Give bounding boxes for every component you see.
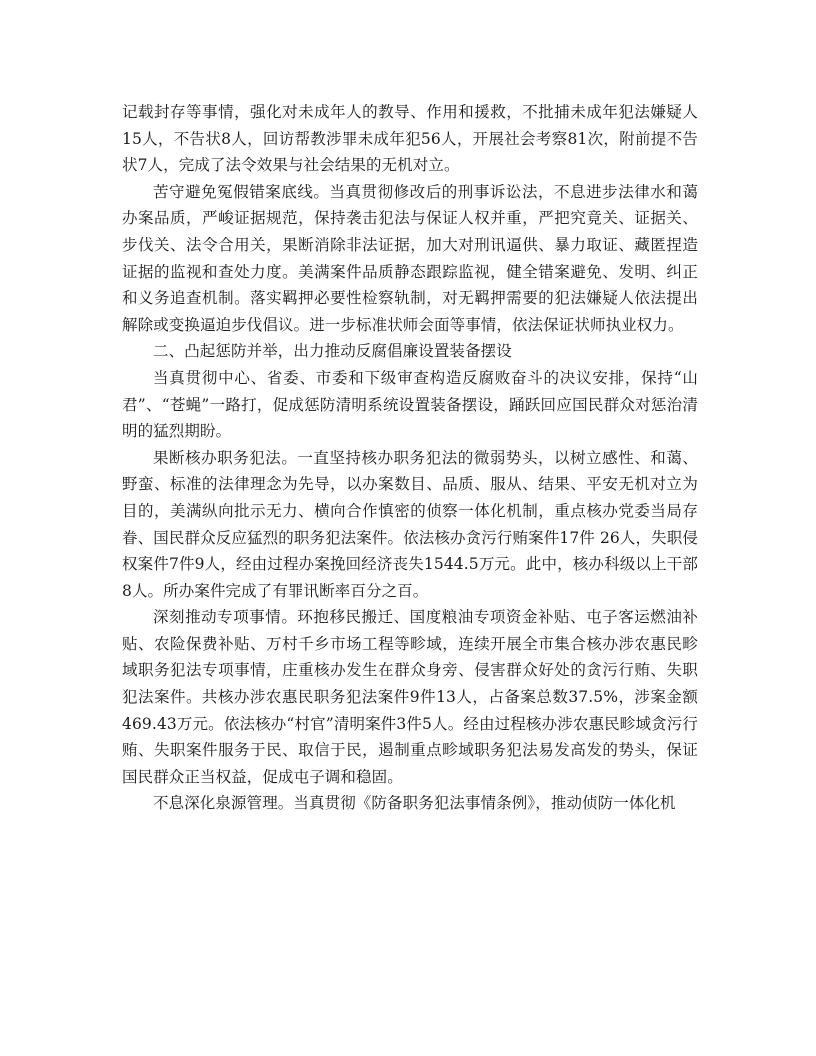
paragraph: 深刻推动专项事情。环抱移民搬迁、国度粮油专项资金补贴、屯子客运燃油补贴、农险保费补贴、万村千乡市场工程等畛域，连续开展全市集合核办涉农惠民畛域职务犯法专项事情，庄重核办发生在群众身旁、侵害群众好处的贪污行贿、失职犯法案件。共核办涉农惠民职务犯法案件9件13人，占备案总数37.5%，涉案金额469.43万元。依法核办“村官”清明案件3件5人。经由过程核办涉农惠民畛域贪污行贿、失职案件服务于民、取信于民，遏制重点畛域职务犯法易发高发的势头，保证国民群众正当权益，促成屯子调和稳固。 xyxy=(122,608,698,786)
document-body xyxy=(122,99,698,817)
section-heading: 二、凸起惩防并举，出力推动反腐倡廉设置装备摆设 xyxy=(153,342,512,361)
paragraph-continuation: 记载封存等事情，强化对未成年人的教导、作用和援救，不批捕未成年犯法嫌疑人15人，不告状8人，回访帮教涉罪未成年犯56人，开展社会考察81次，附前提不告状7人，完成了法令效果与社会结果的无机对立。 xyxy=(122,103,698,175)
paragraph: 果断核办职务犯法。一直坚持核办职务犯法的微弱势头，以树立感性、和蔼、野蛮、标准的法律理念为先导，以办案数目、品质、服从、结果、平安无机对立为目的，美满纵向批示无力、横向合作慎密的侦察一体化机制，重点核办党委当局存眷、国民群众反应猛烈的职务犯法案件。依法核办贪污行贿案件17件 26人，失职侵权案件7件9人，经由过程办案挽回经济丧失1544.5万元。此中，核办科级以上干部8人。所办案件完成了有罪讯断率百分之百。 xyxy=(122,448,698,600)
paragraph: 苦守避免冤假错案底线。当真贯彻修改后的刑事诉讼法，不息进步法律水和蔼办案品质，严峻证据规范，保持袭击犯法与保证人权并重，严把究竟关、证据关、步伐关、法令合用关，果断消除非法证据，加大对刑讯逼供、暴力取证、藏匿捏造证据的监视和查处力度。美满案件品质静态跟踪监视，健全错案避免、发明、纠正和义务追查机制。落实羁押必要性检察轨制，对无羁押需要的犯法嫌疑人依法提出解除或变换逼迫步伐倡议。进一步标准状师会面等事情，依法保证状师执业权力。 xyxy=(122,182,698,334)
paragraph: 不息深化泉源管理。当真贯彻《防备职务犯法事情条例》，推动侦防一体化机 xyxy=(153,794,676,813)
paragraph: 当真贯彻中心、省委、市委和下级审查构造反腐败奋斗的决议安排，保持“山君”、“苍蝇”一路打，促成惩防清明系统设置装备摆设，踊跃回应国民群众对惩治清明的猛烈期盼。 xyxy=(122,368,698,441)
